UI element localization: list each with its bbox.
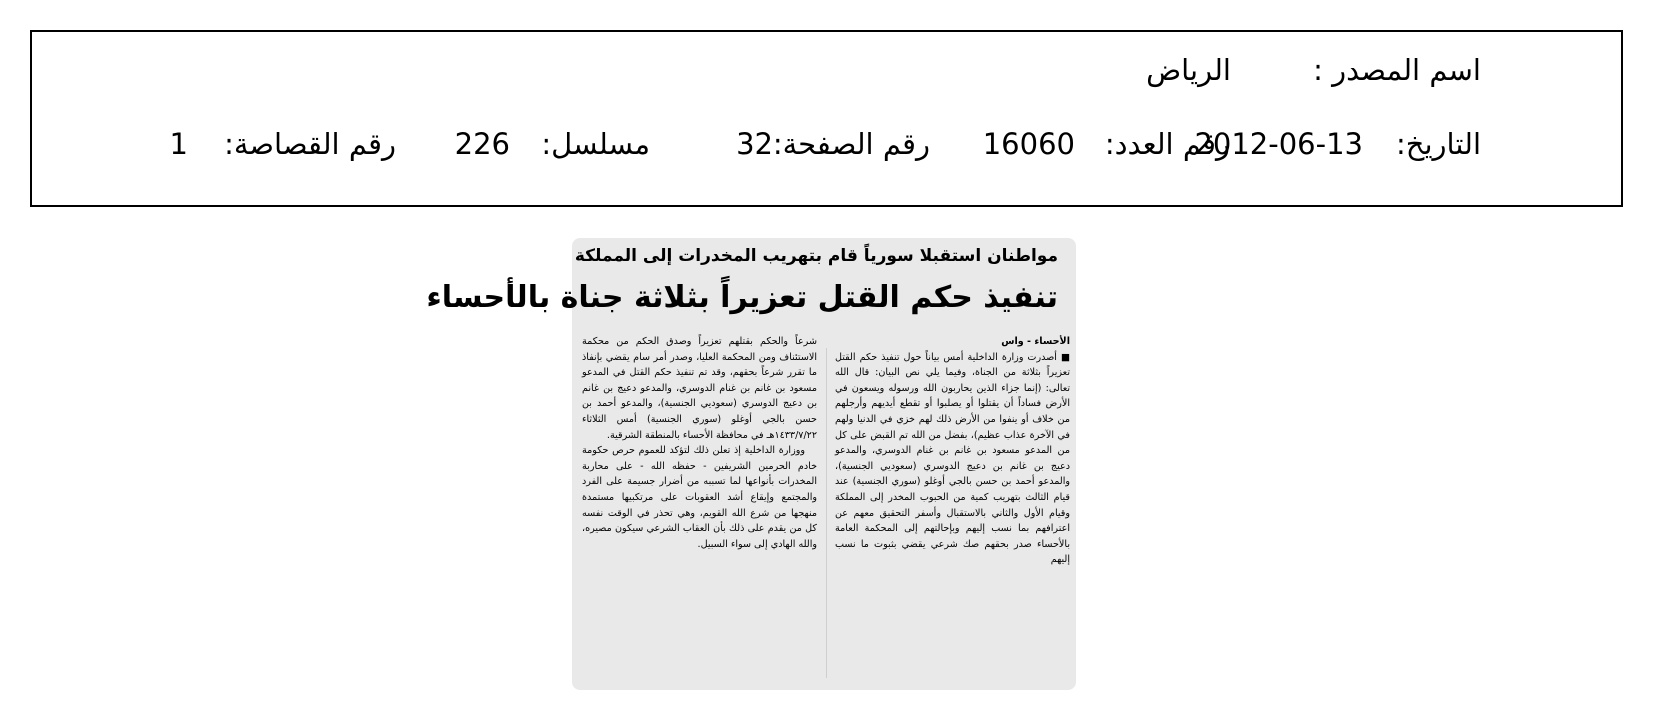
article-supertitle: مواطنان استقبلا سورياً قام بتهريب المخدرات إلى المملكة (574, 246, 1058, 266)
article-dateline: الأحساء - واس (1001, 336, 1070, 347)
clip-label: رقم القصاصة: (224, 127, 396, 161)
clip-value: 1 (169, 127, 188, 161)
page-label: رقم الصفحة: (772, 127, 930, 161)
article-column-right (835, 334, 1070, 686)
article-headline: تنفيذ حكم القتل تعزيراً بثلاثة جناة بالأحساء (426, 280, 1058, 315)
issue-value: 16060 (982, 127, 1075, 161)
date-label: التاريخ: (1395, 127, 1481, 161)
source-value: الرياض (1146, 53, 1231, 87)
article-paragraph: ووزارة الداخلية إذ تعلن ذلك لتؤكد للعموم حرص حكومة خادم الحرمين الشريفين - حفظه الله - على محاربة المخدرات بأنواعها لما تسببه من أضرار جسيمة على الفرد والمجتمع وإيقاع أشد العقوبات على مرتكبيها مستمدة منهجها من شرع الله القويم، وهي تحذر في الوقت نفسه كل من يقدم على ذلك بأن العقاب الشرعي سيكون مصيره، والله الهادي إلى سواء السبيل. (582, 445, 817, 550)
source-label: اسم المصدر : (1313, 53, 1481, 87)
serial-value: 226 (454, 127, 510, 161)
article-column-left (582, 334, 817, 686)
column-divider (826, 348, 827, 678)
newspaper-clipping (426, 238, 1076, 690)
article-paragraph: شرعاً والحكم بقتلهم تعزيراً وصدق الحكم من محكمة الاستئناف ومن المحكمة العليا، وصدر أمر سام يقضي بإنفاذ ما تقرر شرعاً بحقهم، وقد تم تنفيذ حكم القتل في المدعو مسعود بن غانم بن غنام الدوسري، والمدعو دعيج بن غانم بن دعيج الدوسري (سعوديي الجنسية)، والمدعو أحمد بن حسن بالجي أوغلو (سوري الجنسية) أمس الثلاثاء ١٤٣٣/٧/٢٢هـ في محافظة الأحساء بالمنطقة الشرقية. (582, 336, 817, 441)
date-value: 2012-06-13 (1194, 127, 1363, 161)
page-value: 32 (736, 127, 773, 161)
issue-label: رقم العدد: (1104, 127, 1230, 161)
serial-label: مسلسل: (541, 127, 650, 161)
article-paragraph: ■ أصدرت وزارة الداخلية أمس بياناً حول تنفيذ حكم القتل تعزيراً بثلاثة من الجناة، وفيما يلي نص البيان: قال الله تعالى: (إنما جزاء الذين يحاربون الله ورسوله ويسعون في الأرض فساداً أن يقتلوا أو يصلبوا أو تقطع أيديهم وأرجلهم من خلاف أو ينفوا من الأرض ذلك لهم خزي في الدنيا ولهم في الآخرة عذاب عظيم)، بفضل من الله تم القبض على كل من المدعو مسعود بن غانم بن غنام الدوسري، والمدعو دعيج بن غانم بن دعيج الدوسري (سعوديي الجنسية)، والمدعو أحمد بن حسن بالجي أوغلو (سوري الجنسية) عند قيام الثالث بتهريب كمية من الحبوب المخدر إلى المملكة وقيام الأول والثاني بالاستقبال وأسفر التحقيق معهم عن اعترافهم بما نسب إليهم وبإحالتهم إلى المحكمة العامة بالأحساء صدر بحقهم صك شرعي يقضي بثبوت ما نسب إليهم (835, 351, 1070, 566)
